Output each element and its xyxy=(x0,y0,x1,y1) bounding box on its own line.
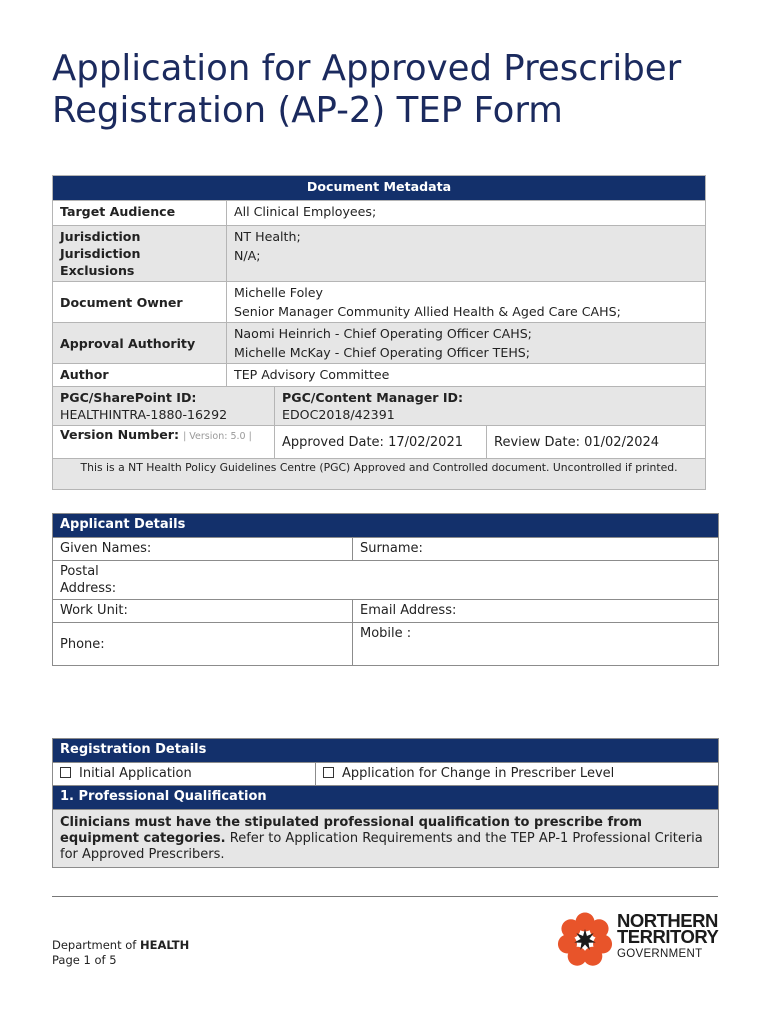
given-names-field[interactable]: Given Names: xyxy=(53,538,353,561)
work-unit-field[interactable]: Work Unit: xyxy=(53,600,353,623)
registration-details-header: Registration Details xyxy=(53,739,719,763)
pgc-sharepoint-cell xyxy=(53,387,275,426)
footer-divider xyxy=(52,896,718,897)
logo-wordmark xyxy=(617,910,719,962)
page-number: Page 1 of 5 xyxy=(52,953,117,967)
metadata-header: Document Metadata xyxy=(53,176,706,201)
controlled-document-disclaimer: This is a NT Health Policy Guidelines Centre (PGC) Approved and Controlled document. Uncontrolled if printed. xyxy=(53,459,706,490)
pgc-content-manager-label: PGC/Content Manager ID: xyxy=(282,390,464,405)
target-audience-value: All Clinical Employees; xyxy=(227,201,706,226)
author-value: TEP Advisory Committee xyxy=(227,364,706,387)
initial-application-checkbox[interactable] xyxy=(60,767,71,778)
jurisdiction-value: NT Health; xyxy=(234,229,301,244)
pgc-content-manager-value: EDOC2018/42391 xyxy=(282,407,395,422)
footer-department xyxy=(52,938,189,953)
phone-field[interactable] xyxy=(53,623,353,666)
initial-application-label: Initial Application xyxy=(79,766,192,781)
postal-address-label: Postal Address: xyxy=(60,564,117,596)
version-value: | Version: 5.0 | xyxy=(183,431,252,442)
logo-line2: TERRITORY xyxy=(617,926,719,947)
pgc-sharepoint-value: HEALTHINTRA-1880-16292 xyxy=(60,407,228,422)
email-address-field[interactable]: Email Address: xyxy=(353,600,719,623)
phone-label: Phone: xyxy=(60,636,105,652)
logo-line1: NORTHERN xyxy=(617,910,718,931)
approval-authority-label: Approval Authority xyxy=(53,323,227,364)
registration-details-table xyxy=(52,738,719,868)
applicant-details-table xyxy=(52,513,719,666)
department-prefix: Department of xyxy=(52,938,140,952)
review-date: Review Date: 01/02/2024 xyxy=(487,426,706,459)
logo-line3: GOVERNMENT xyxy=(617,948,703,960)
logo-petal xyxy=(561,919,580,938)
surname-field[interactable]: Surname: xyxy=(353,538,719,561)
mobile-label: Mobile : xyxy=(360,626,412,641)
nt-flower-icon xyxy=(555,910,615,970)
document-owner-title: Senior Manager Community Allied Health & Aged Care CAHS; xyxy=(234,304,621,319)
nt-government-logo xyxy=(555,910,725,970)
document-owner-value xyxy=(227,282,706,323)
pgc-content-manager-cell xyxy=(275,387,706,426)
document-owner-name: Michelle Foley xyxy=(234,285,323,300)
document-title: Application for Approved Prescriber Registration (AP-2) TEP Form xyxy=(52,48,682,131)
footer xyxy=(52,938,189,968)
document-metadata-table xyxy=(52,175,706,490)
approval-authority-2: Michelle McKay - Chief Operating Officer TEHS; xyxy=(234,345,531,360)
change-prescriber-level-label: Application for Change in Prescriber Level xyxy=(342,766,615,781)
document-owner-label: Document Owner xyxy=(53,282,227,323)
initial-application-option[interactable] xyxy=(53,763,316,786)
approval-authority-1: Naomi Heinrich - Chief Operating Officer CAHS; xyxy=(234,326,532,341)
jurisdiction-labels xyxy=(53,226,227,282)
jurisdiction-values xyxy=(227,226,706,282)
change-prescriber-level-option[interactable] xyxy=(316,763,719,786)
jurisdiction-exclusions-value: N/A; xyxy=(234,248,261,263)
professional-qualification-detail: Refer to Application Requirements and the TEP AP-1 Professional Criteria for Approved Prescribers. xyxy=(60,831,703,862)
applicant-details-header: Applicant Details xyxy=(53,514,719,538)
professional-qualification-header: 1. Professional Qualification xyxy=(53,786,719,810)
pgc-sharepoint-label: PGC/SharePoint ID: xyxy=(60,390,197,405)
version-cell xyxy=(53,426,275,459)
postal-address-field[interactable] xyxy=(53,561,719,600)
department-name: HEALTH xyxy=(140,938,190,952)
version-label: Version Number: xyxy=(60,427,180,442)
approved-date: Approved Date: 17/02/2021 xyxy=(275,426,487,459)
professional-qualification-bold: Clinicians must have the stipulated professional qualification to prescribe from equipment categories. xyxy=(60,815,643,846)
mobile-field[interactable] xyxy=(353,623,719,666)
jurisdiction-exclusions-label: Jurisdiction Exclusions xyxy=(60,246,141,278)
approval-authority-value xyxy=(227,323,706,364)
author-label: Author xyxy=(53,364,227,387)
target-audience-label: Target Audience xyxy=(53,201,227,226)
change-prescriber-level-checkbox[interactable] xyxy=(323,767,334,778)
professional-qualification-text xyxy=(53,810,719,868)
jurisdiction-label: Jurisdiction xyxy=(60,229,141,244)
